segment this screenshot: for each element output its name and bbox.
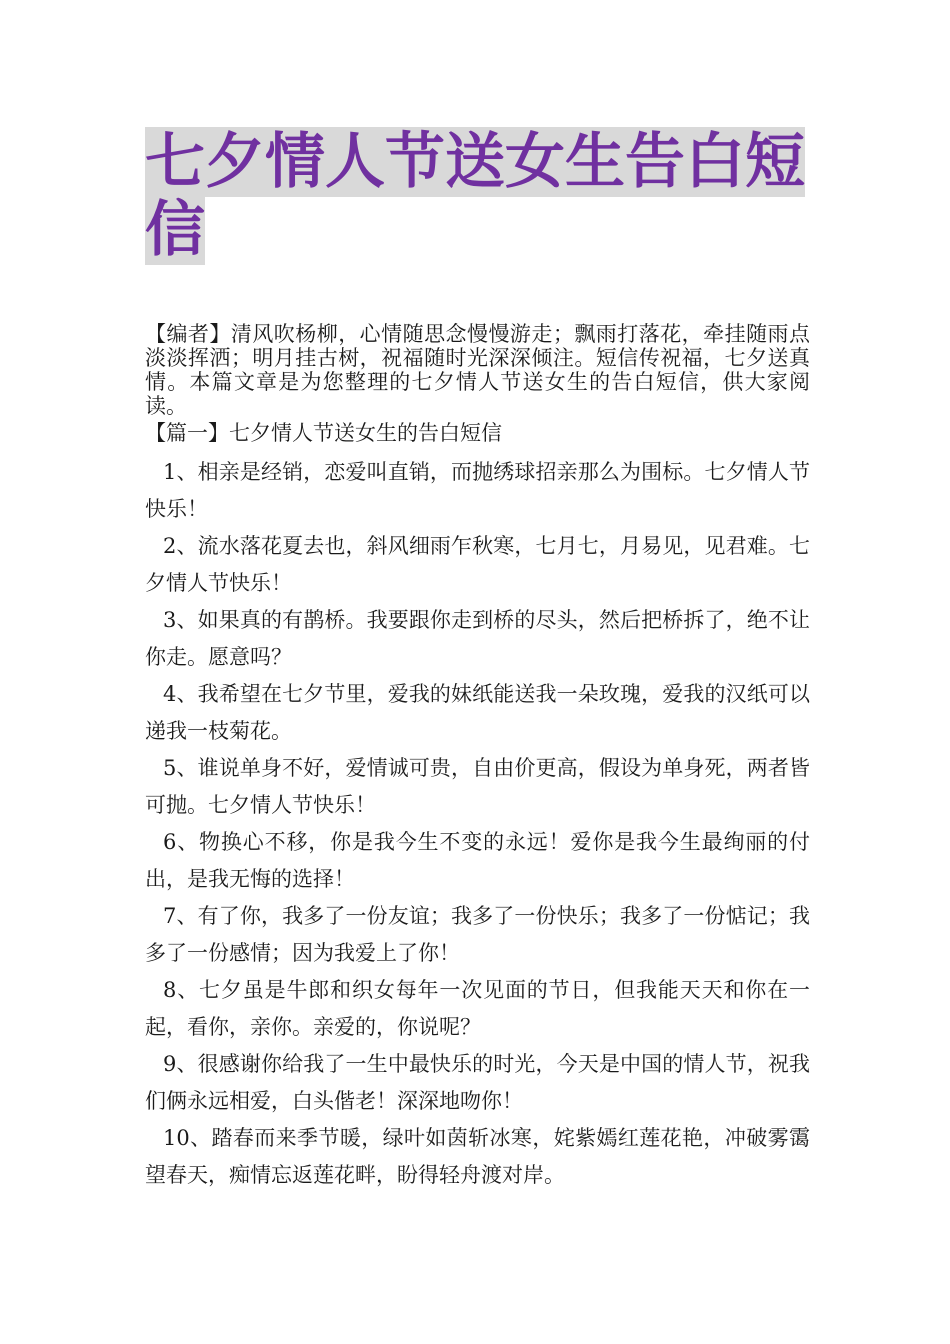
- list-item: 2、流水落花夏去也，斜风细雨乍秋寒，七月七，月易见，见君难。七夕情人节快乐！: [145, 534, 810, 595]
- document-page: [145, 128, 810, 1194]
- list-item: 3、如果真的有鹊桥。我要跟你走到桥的尽头，然后把桥拆了，绝不让你走。愿意吗？: [145, 608, 810, 669]
- list-item: 5、谁说单身不好，爱情诚可贵，自由价更高，假设为单身死，两者皆可抛。七夕情人节快乐！: [145, 756, 810, 817]
- list-item: 10、踏春而来季节暖，绿叶如茵斩冰寒，姹紫嫣红莲花艳，冲破雾霭望春天，痴情忘返莲花畔，盼得轻舟渡对岸。: [145, 1126, 810, 1187]
- list-item: 1、相亲是经销，恋爱叫直销，而抛绣球招亲那么为围标。七夕情人节快乐！: [145, 460, 810, 521]
- list-item: 7、有了你，我多了一份友谊；我多了一份快乐；我多了一份惦记；我多了一份感情；因为我爱上了你！: [145, 904, 810, 965]
- list-item: 8、七夕虽是牛郎和织女每年一次见面的节日，但我能天天和你在一起，看你，亲你。亲爱的，你说呢？: [145, 978, 810, 1039]
- title-text: 七夕情人节送女生告白短信: [145, 127, 805, 265]
- message-list: [145, 454, 810, 1194]
- section-heading: 【篇一】七夕情人节送女生的告白短信: [145, 421, 502, 445]
- intro-paragraph: 【编者】清风吹杨柳，心情随思念慢慢游走；飘雨打落花，牵挂随雨点淡淡挥洒；明月挂古树，祝福随时光深深倾注。短信传祝福，七夕送真情。本篇文章是为您整理的七夕情人节送女生的告白短信，供大家阅读。: [145, 322, 810, 418]
- document-title: [145, 128, 810, 264]
- list-item: 4、我希望在七夕节里，爱我的妹纸能送我一朵玫瑰，爱我的汉纸可以递我一枝菊花。: [145, 682, 810, 743]
- list-item: 9、很感谢你给我了一生中最快乐的时光，今天是中国的情人节，祝我们俩永远相爱，白头偕老！深深地吻你！: [145, 1052, 810, 1113]
- list-item: 6、物换心不移，你是我今生不变的永远！爱你是我今生最绚丽的付出，是我无悔的选择！: [145, 830, 810, 891]
